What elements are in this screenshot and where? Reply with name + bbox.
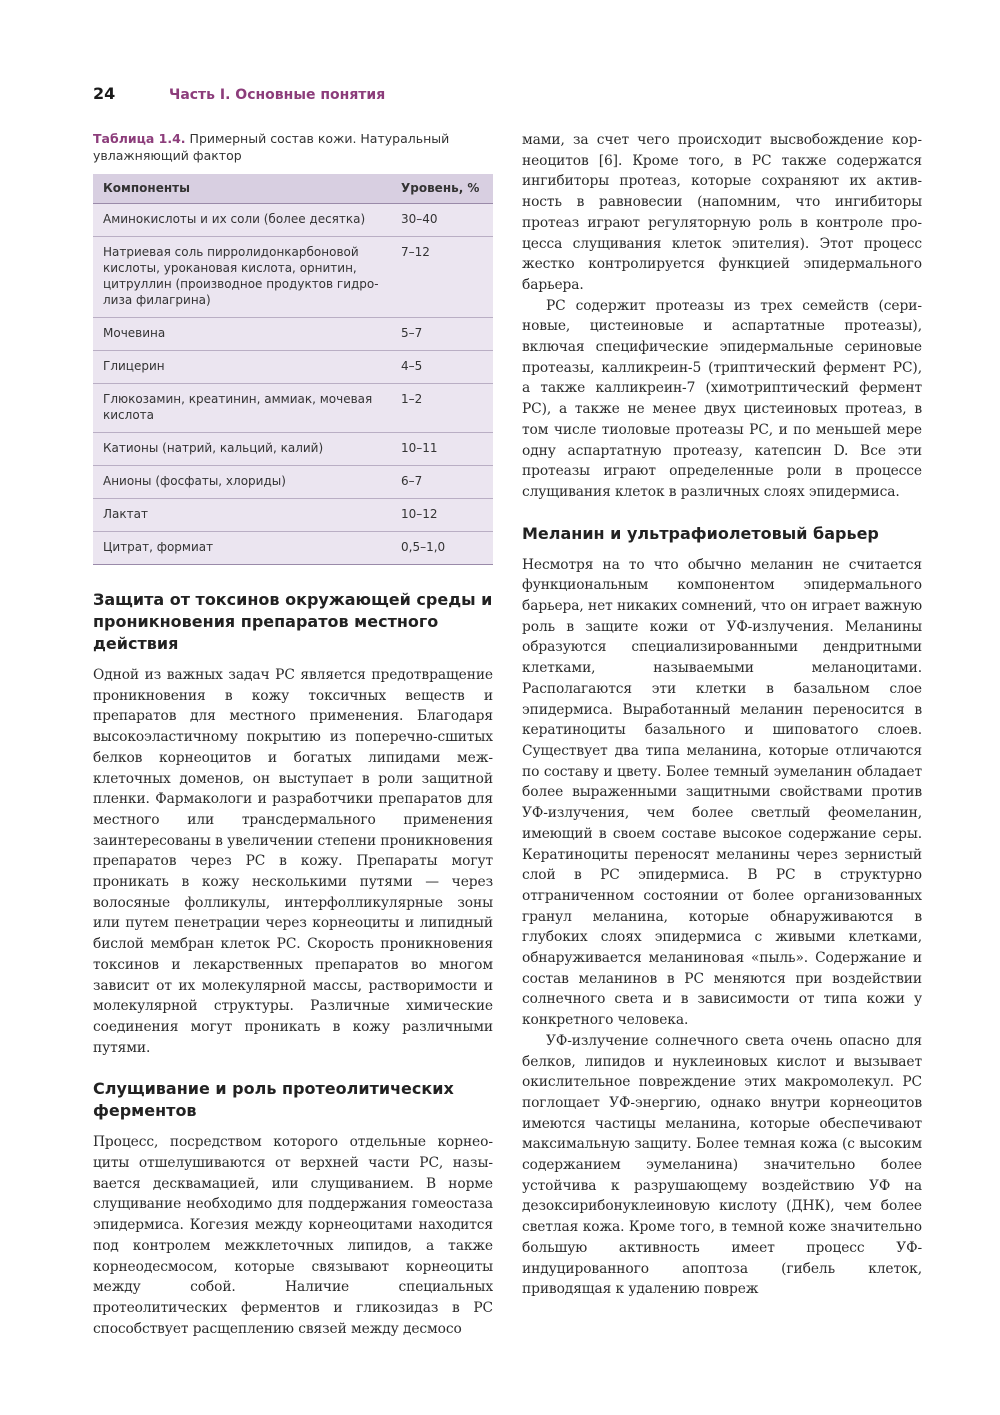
page-number: 24 bbox=[93, 84, 116, 103]
table-row bbox=[93, 318, 493, 351]
section-heading-toxins: Защита от токсинов окружающей среды и проникновения препаратов местного действия bbox=[93, 590, 493, 653]
table-cell: Аминокислоты и их соли (более десятка) bbox=[93, 204, 391, 237]
page-header bbox=[93, 84, 385, 103]
table-header-row bbox=[93, 174, 493, 204]
table-caption bbox=[93, 130, 493, 164]
table-cell: Глюкозамин, креатинин, аммиак, мочевая кислота bbox=[93, 384, 391, 433]
table-caption-label: Таблица 1.4. bbox=[93, 131, 186, 146]
table-row bbox=[93, 532, 493, 565]
table-cell: 10–11 bbox=[391, 433, 493, 466]
table-cell: Натриевая соль пирролидонкарбоновой кислоты, урокановая кислота, орнитин, цитруллин (производное продуктов гидролиза филагрина) bbox=[93, 237, 391, 318]
table-cell: Глицерин bbox=[93, 351, 391, 384]
paragraph-desquamation: Процесс, посредством которого отдельные корнеоциты отшелушиваются от верхней части РС, называется десквамацией, или слущиванием. В норме слущивание необходимо для поддержания гомеостаза эпидермиса. Когезия между корнеоцитами находится под контролем межклеточных липидов, а также корнеодесмосом, которые связывают корнеоциты между собой. Наличие специальных протеолитических ферментов и гликозидаз в РС способствует расщеплению связей между десмосо bbox=[93, 1134, 493, 1337]
paragraph-toxins: Одной из важных задач РС является предотвращение проникновения в кожу токсичных веществ и препаратов для местного применения. Благодаря высокоэластичному покрытию из поперечно-сшитых белков корнеоцитов и богатых липидами межклеточных доменов, он выступает в роли защитной пленки. Фармакологи и разработчики препаратов для местного или трансдермального применения заинтересованы в увеличении степени проникновения препаратов через РС в кожу. Препараты могут проникать в кожу несколькими путями — через волосяные фолликулы, интерфолликулярные зоны или путем пенетрации через корнеоциты и липидный бислой мембран клеток РС. Скорость проникновения токсинов и лекарственных препаратов во многом зависит от их молекулярной массы, растворимости и молекулярной структуры. Различные химические соединения могут проникать в кожу различными путями. bbox=[93, 667, 493, 1056]
table-row bbox=[93, 237, 493, 318]
left-column bbox=[93, 130, 493, 1339]
table-cell: Анионы (фосфаты, хлориды) bbox=[93, 466, 391, 499]
table-cell: 30–40 bbox=[391, 204, 493, 237]
table-cell: 10–12 bbox=[391, 499, 493, 532]
table-cell: Мочевина bbox=[93, 318, 391, 351]
table-row bbox=[93, 466, 493, 499]
table-cell: 7–12 bbox=[391, 237, 493, 318]
paragraph-melanin: Несмотря на то что обычно меланин не считается функциональным компонентом эпидермального барьера, нет никаких сомнений, что он играет важную роль в защите кожи от УФ-излучения. Меланины образуются специализированными дендритными клетками, называемыми меланоцитами. Располагаются эти клетки в базальном слое эпидермиса. Выработанный меланин переносится в кератиноциты базального и шиповатого слоев. Существует два типа меланина, которые отличаются по составу и цвету. Более темный эумеланин обладает более выраженными защитными свойствами против УФ-излучения, чем более светлый феомеланин, имеющий в своем составе высокое содержание серы. Кератиноциты переносят меланины через зернистый слой в РС эпидермиса. В РС в структурно отграниченном состоянии от более организованных гранул меланина, которые обнаруживаются в глубоких слоях эпидермиса с живыми клетками, обнаруживается меланиновая «пыль». Содержание и состав меланинов в РС меняются при воздействии солнечного света и в зависимости от типа кожи у конкретного человека. bbox=[522, 556, 922, 1029]
table-row bbox=[93, 433, 493, 466]
table-row bbox=[93, 204, 493, 237]
table-cell: Лактат bbox=[93, 499, 391, 532]
section-heading-melanin: Меланин и ультрафиолетовый барьер bbox=[522, 523, 879, 543]
table-cell: 4–5 bbox=[391, 351, 493, 384]
table-cell: Катионы (натрий, кальций, калий) bbox=[93, 433, 391, 466]
paragraph-continued: мами, за счет чего происходит высвобождение корнеоцитов [6]. Кроме того, в РС также содержатся ингибиторы протеаз, которые сохраняют их активность в равновесии (напомним, что ингибиторы протеаз играют регуляторную роль в контроле процесса слущивания клеток эпителия). Этот процесс жестко контролируется функцией эпидермального барьера. bbox=[522, 132, 922, 293]
table-cell: 5–7 bbox=[391, 318, 493, 351]
table-cell: 1–2 bbox=[391, 384, 493, 433]
column-header-level: Уровень, % bbox=[391, 174, 493, 204]
table-cell: Цитрат, формиат bbox=[93, 532, 391, 565]
paragraph-uv: УФ-излучение солнечного света очень опасно для белков, липидов и нуклеиновых кислот и вызывает окислительное повреждение этих макромолекул. РС поглощает УФ-энергию, однако внутри корнеоцитов имеются частицы меланина, которые обеспечивают максимальную защиту. Более темная кожа (с высоким содержанием эумеланина) значительно более устойчива к разрушающему воздействию УФ на дезоксирибонуклеиновую кислоту (ДНК), чем более светлая кожа. Кроме того, в темной коже значительно большую активность имеет процесс УФ-индуцированного апоптоза (гибель клеток, приводящая к удалению повреж bbox=[522, 1032, 922, 1298]
right-column bbox=[522, 130, 922, 1300]
section-heading-desquamation: Слущивание и роль протеолитических ферментов bbox=[93, 1079, 454, 1121]
table-row bbox=[93, 499, 493, 532]
table-row bbox=[93, 384, 493, 433]
column-header-components: Компоненты bbox=[93, 174, 391, 204]
table-row bbox=[93, 351, 493, 384]
composition-table bbox=[93, 174, 493, 565]
table-cell: 6–7 bbox=[391, 466, 493, 499]
paragraph-proteases: РС содержит протеазы из трех семейств (сериновые, цистеиновые и аспартатные протеазы), включая специфические эпидермальные сериновые протеазы, калликреин-5 (триптический фермент РС), а также калликреин-7 (химотриптический фермент РС), а также не менее двух цистеиновых протеаз, в том числе тиоловые протеазы РС, и по меньшей мере одну аспартатную протеазу, катепсин D. Все эти протеазы играют определенные роли в процессе слущивания клеток в различных слоях эпидермиса. bbox=[522, 297, 922, 500]
table-caption-text: Примерный состав кожи. Натуральный увлажняющий фактор bbox=[93, 131, 450, 163]
running-title: Часть I. Основные понятия bbox=[169, 87, 386, 103]
table-cell: 0,5–1,0 bbox=[391, 532, 493, 565]
